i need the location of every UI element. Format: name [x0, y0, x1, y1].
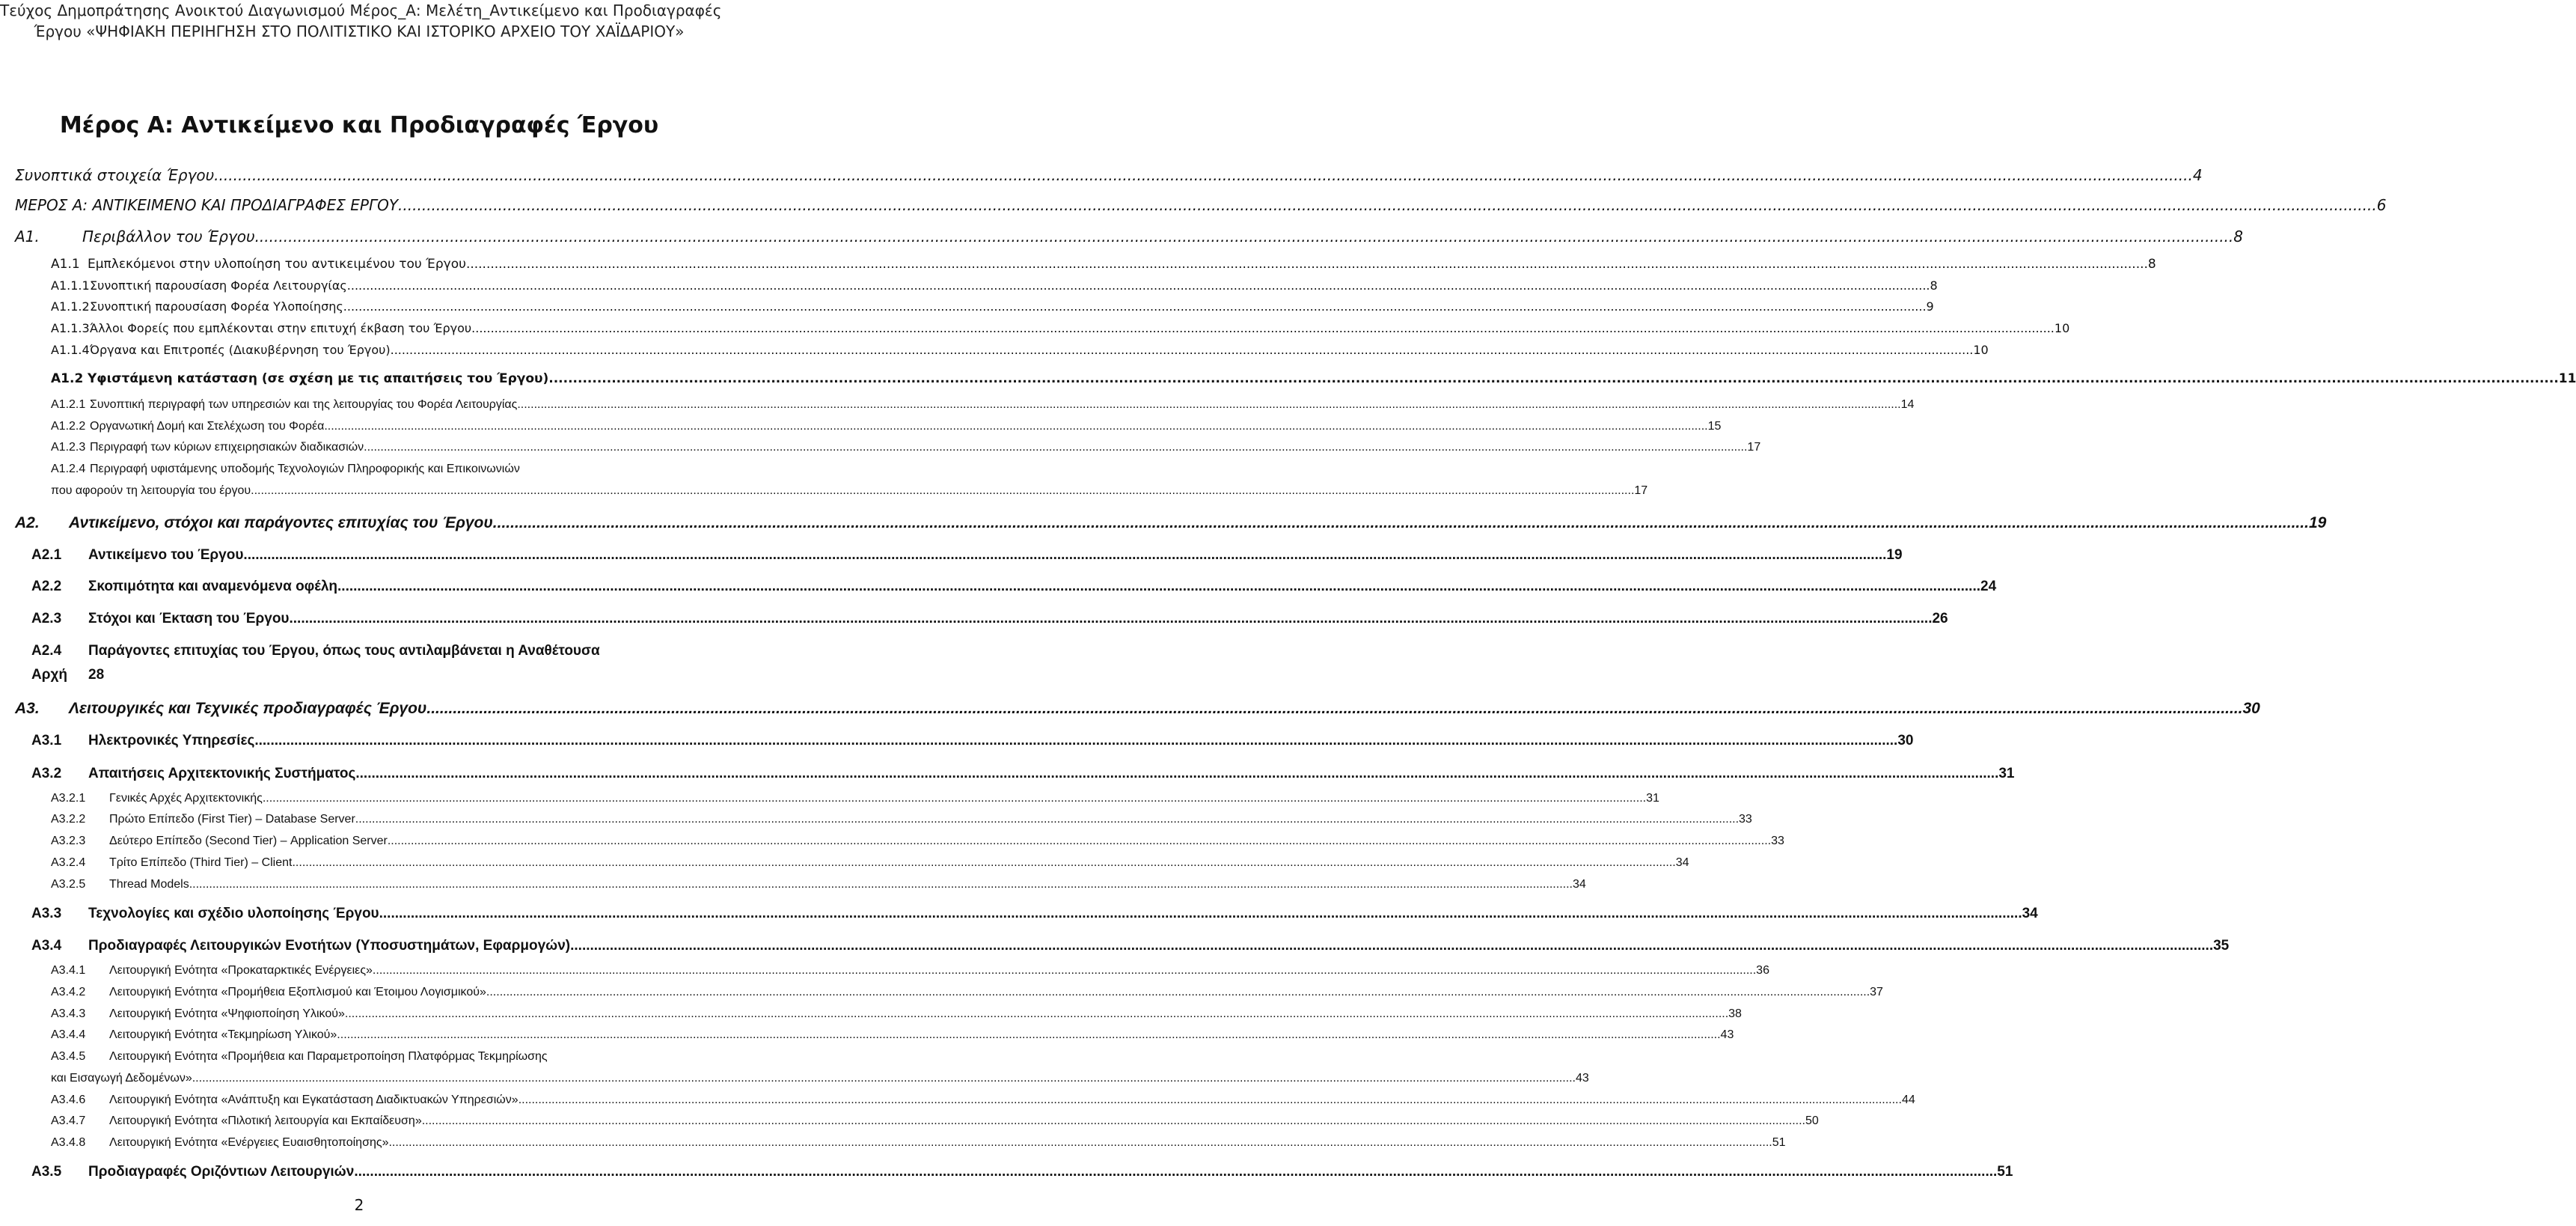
toc-entry-page: 33 [1771, 835, 1784, 848]
toc-entry-title-continued: και Εισαγωγή Δεδομένων» [51, 1072, 192, 1085]
toc-entry-number: Α1.1 [51, 256, 80, 272]
toc-entry-title: Προδιαγραφές Λειτουργικών Ενοτήτων (Υποσυστημάτων, Εφαρμογών) [88, 938, 571, 954]
toc-entry-title: Περιγραφή υφιστάμενης υποδομής Τεχνολογιών Πληροφορικής και Επικοινωνιών [90, 462, 520, 475]
toc-entry-page: 51 [1772, 1136, 1786, 1150]
toc-entry-title: Υφιστάμενη κατάσταση (σε σχέση με τις απαιτήσεις του Έργου) [88, 370, 549, 386]
toc-entry-number: Α3.4.6 [51, 1094, 86, 1107]
toc-entry-number: Α1.1.4 [51, 343, 90, 358]
toc-entry-number: Α3.2.5 [51, 877, 86, 891]
toc-entry-number: Α1.1.1 [51, 278, 90, 293]
toc-entry-title: Λειτουργική Ενότητα «Προμήθεια Εξοπλισμού και Έτοιμου Λογισμικού» [109, 985, 486, 998]
toc-entry-title: Απαιτήσεις Αρχιτεκτονικής Συστήματος [88, 765, 356, 781]
toc-entry-number: Α2.3 [31, 611, 62, 627]
toc-entry-page: 31 [1646, 792, 1659, 805]
toc-entry-number: Α2.4 [31, 643, 62, 659]
toc-entry-title: Λειτουργικές και Τεχνικές προδιαγραφές Έργου [69, 700, 427, 718]
toc-entry-page: 24 [1980, 579, 1997, 595]
toc-entry-page: 34 [2022, 906, 2038, 922]
toc-entry-number: Α3.2.1 [51, 792, 86, 805]
toc-entry-title: Όργανα και Επιτροπές (Διακυβέρνηση του Έργου) [90, 343, 391, 358]
toc-entry-number: Α1. [15, 227, 40, 245]
toc-entry-title: Συνοπτική περιγραφή των υπηρεσιών και της λειτουργίας του Φορέα Λειτουργίας [90, 398, 518, 412]
toc-entry-number: Α3. [15, 700, 40, 718]
toc-entry-page: 19 [1886, 547, 1903, 563]
toc-entry-page: 17 [1634, 484, 1648, 497]
toc-entry-page: 26 [1932, 611, 1948, 627]
toc-entry-title: Περιγραφή των κύριων επιχειρησιακών διαδικασιών [90, 441, 364, 454]
toc-entry-title: Δεύτερο Επίπεδο (Second Tier) – Application Server [109, 835, 388, 848]
toc-entry-page: 8 [2233, 227, 2243, 245]
toc-entry-title: Προδιαγραφές Οριζόντιων Λειτουργιών [88, 1164, 355, 1180]
toc-entry-page: 43 [1575, 1072, 1589, 1085]
toc-entry-number: Α1.1.2 [51, 299, 90, 314]
toc-entry-page: 11 [2558, 370, 2576, 386]
toc-entry-number: Α1.2.4 [51, 462, 86, 475]
page-number: 2 [354, 1196, 364, 1214]
toc-entry-title: Σκοπιμότητα και αναμενόμενα οφέλη [88, 579, 338, 595]
toc-entry-page: 43 [1720, 1028, 1734, 1042]
toc-entry-page: 14 [1900, 398, 1915, 412]
toc-entry-title: Οργανωτική Δομή και Στελέχωση του Φορέα [90, 420, 325, 433]
toc-entry-page: 15 [1707, 420, 1722, 433]
toc-entry-number: Α3.4.7 [51, 1114, 86, 1128]
toc-entry-page: 6 [2376, 196, 2387, 215]
page-title: Μέρος Α: Αντικείμενο και Προδιαγραφές Έργου [59, 112, 659, 138]
toc-entry-title: Στόχοι και Έκταση του Έργου [88, 611, 290, 627]
toc-entry-title: Λειτουργική Ενότητα «Ψηφιοποίηση Υλικού» [109, 1007, 345, 1020]
toc-entry-title: Λειτουργική Ενότητα «Ανάπτυξη και Εγκατάσταση Διαδικτυακών Υπηρεσιών» [109, 1094, 518, 1107]
toc-entry-title: Ηλεκτρονικές Υπηρεσίες [88, 733, 255, 749]
toc-entry-number: Α3.5 [31, 1164, 62, 1180]
toc-entry-title: Αντικείμενο του Έργου [88, 547, 244, 563]
toc-entry-page: 10 [1973, 343, 1989, 358]
toc-entry-title: Συνοπτική παρουσίαση Φορέα Λειτουργίας [90, 278, 347, 293]
toc-entry-number: Α1.2 [51, 370, 84, 386]
toc-entry-title: ΜΕΡΟΣ Α: ΑΝΤΙΚΕΙΜΕΝΟ ΚΑΙ ΠΡΟΔΙΑΓΡΑΦΕΣ ΕΡΓΟΥ [15, 196, 399, 215]
toc-entry-title: Πρώτο Επίπεδο (First Tier) – Database Server [109, 813, 355, 826]
toc-entry-page: 8 [2147, 256, 2156, 272]
toc-entry-page: 50 [1805, 1114, 1819, 1128]
toc-entry-number: Α3.2.2 [51, 813, 86, 826]
toc-entry-page: 44 [1901, 1094, 1915, 1107]
toc-entry-page: 28 [88, 667, 105, 683]
toc-entry-title: Παράγοντες επιτυχίας του Έργου, όπως τους αντιλαμβάνεται η Αναθέτουσα [88, 643, 600, 659]
toc-entry-number: Α3.3 [31, 906, 62, 922]
toc-entry-title: Λειτουργική Ενότητα «Προκαταρκτικές Ενέργειες» [109, 963, 373, 977]
toc-entry-page: 36 [1756, 963, 1769, 977]
toc-entry-title: Λειτουργική Ενότητα «Πιλοτική λειτουργία και Εκπαίδευση» [109, 1114, 422, 1128]
toc-entry-title: Λειτουργική Ενότητα «Ενέργειες Ευαισθητοποίησης» [109, 1136, 389, 1150]
toc-entry-number: Α2. [15, 513, 40, 531]
toc-entry-title: Λειτουργική Ενότητα «Προμήθεια και Παραμετροποίηση Πλατφόρμας Τεκμηρίωσης [109, 1050, 548, 1064]
toc-entry-number: Α3.4.2 [51, 985, 86, 998]
toc-entry-page: 30 [1897, 733, 1914, 749]
toc-entry-number: Α3.2.3 [51, 835, 86, 848]
toc-entry-number: Α2.2 [31, 579, 62, 595]
toc-entry-title: Γενικές Αρχές Αρχιτεκτονικής [109, 792, 263, 805]
toc-entry-title: Περιβάλλον του Έργου [82, 227, 255, 245]
toc-entry-page: 38 [1728, 1007, 1742, 1020]
toc-entry-number: Α1.2.1 [51, 398, 86, 412]
toc-entry-title-continued: που αφορούν τη λειτουργία του έργου [51, 484, 251, 497]
toc-entry-title: Τεχνολογίες και σχέδιο υλοποίησης Έργου [88, 906, 379, 922]
toc-entry-title: Τρίτο Επίπεδο (Third Tier) – Client [109, 856, 293, 870]
toc-entry-number-continued: Αρχή [31, 667, 68, 683]
toc-entry-number: Α3.4.5 [51, 1050, 86, 1064]
toc-entry-page: 8 [1930, 278, 1938, 293]
toc-entry-number: Α3.4.4 [51, 1028, 86, 1042]
toc-entry-title: Άλλοι Φορείς που εμπλέκονται στην επιτυχή έκβαση του Έργου [90, 321, 472, 336]
toc-entry-page: 37 [1870, 985, 1883, 998]
toc-entry-page: 35 [2213, 938, 2230, 954]
toc-entry-number: Α3.2.4 [51, 856, 86, 870]
toc-entry-page: 34 [1675, 856, 1689, 870]
toc-entry-title: Εμπλεκόμενοι στην υλοποίηση του αντικειμένου του Έργου [88, 256, 466, 272]
toc-entry-page: 19 [2308, 513, 2327, 531]
toc-entry-page: 9 [1926, 299, 1934, 314]
toc-entry-page: 34 [1572, 877, 1586, 891]
header-line-2: Έργου «ΨΗΦΙΑΚΗ ΠΕΡΙΗΓΗΣΗ ΣΤΟ ΠΟΛΙΤΙΣΤΙΚΟ ΚΑΙ ΙΣΤΟΡΙΚΟ ΑΡΧΕΙΟ ΤΟΥ ΧΑΪΔΑΡΙΟΥ» [34, 22, 685, 40]
toc-entry-title: Συνοπτική παρουσίαση Φορέα Υλοποίησης [90, 299, 343, 314]
toc-entry-page: 4 [2192, 166, 2203, 184]
toc-entry-title: Λειτουργική Ενότητα «Τεκμηρίωση Υλικού» [109, 1028, 337, 1042]
toc-entry-title: Συνοπτικά στοιχεία Έργου [15, 166, 215, 184]
toc-entry-page: 51 [1997, 1164, 2013, 1180]
toc-entry-number: Α1.2.2 [51, 420, 86, 433]
toc-entry-page: 33 [1739, 813, 1752, 826]
toc-entry-number: Α2.1 [31, 547, 62, 563]
toc-entry-number: Α3.4.3 [51, 1007, 86, 1020]
toc-entry-page: 17 [1747, 441, 1761, 454]
toc-entry-number: Α1.2.3 [51, 441, 86, 454]
toc-entry-title: Αντικείμενο, στόχοι και παράγοντες επιτυχίας του Έργου [69, 513, 493, 531]
toc-entry-title: Thread Models [109, 877, 189, 891]
toc-entry-page: 31 [1998, 765, 2015, 781]
toc-entry-number: Α3.1 [31, 733, 62, 749]
toc-entry-number: Α3.4.8 [51, 1136, 86, 1150]
toc-entry-number: Α3.2 [31, 765, 62, 781]
toc-entry-page: 30 [2242, 700, 2260, 718]
header-line-1: Τεύχος Δημοπράτησης Ανοικτού Διαγωνισμού Μέρος_Α: Μελέτη_Αντικείμενο και Προδιαγραφές [0, 1, 722, 19]
toc-entry-number: Α3.4 [31, 938, 62, 954]
toc-entry-number: Α1.1.3 [51, 321, 90, 336]
toc-entry-page: 10 [2054, 321, 2070, 336]
toc-entry-number: Α3.4.1 [51, 963, 86, 977]
